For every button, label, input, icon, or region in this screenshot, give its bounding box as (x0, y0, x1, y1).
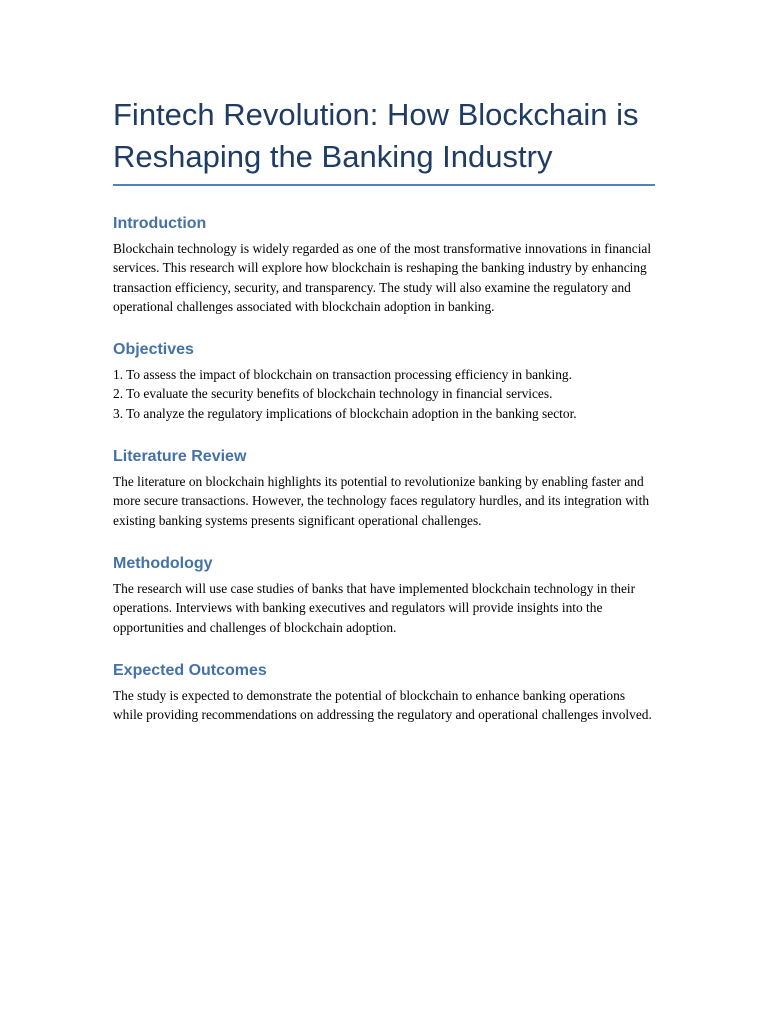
section-paragraph: The study is expected to demonstrate the potential of blockchain to enhance banking operations while providing recommendations on addressing the regulatory and operational challenges involved. (113, 687, 652, 723)
section-heading: Introduction (113, 215, 207, 232)
list-item: 3. To analyze the regulatory implications of blockchain adoption in the banking sector. (113, 405, 577, 421)
section-heading: Literature Review (113, 448, 247, 466)
list-item: 2. To evaluate the security benefits of blockchain technology in financial services. (113, 386, 553, 402)
section-paragraph: The literature on blockchain highlights its potential to revolutionize banking by enabling faster and more secure transactions. However, the technology faces regulatory hurdles, and its integration with existing banking systems presents significant operational challenges. (113, 474, 650, 528)
document-title: Fintech Revolution: How Blockchain is Reshaping the Banking Industry (113, 97, 639, 174)
title-divider (113, 184, 655, 186)
list-item: 1. To assess the impact of blockchain on transaction processing efficiency in banking. (113, 367, 572, 383)
section-paragraph: Blockchain technology is widely regarded as one of the most transformative innovations in financial services. This research will explore how blockchain is reshaping the banking industry by enhancing transaction efficiency, security, and transparency. The study will also examine the regulatory and operational challenges associated with blockchain adoption in banking. (113, 241, 652, 314)
objectives-list (113, 365, 655, 423)
section-heading: Expected Outcomes (113, 661, 267, 679)
section-literature-review (113, 446, 655, 530)
section-introduction (113, 213, 655, 316)
section-objectives (113, 339, 655, 423)
section-heading: Methodology (113, 554, 213, 572)
document-page (113, 94, 655, 747)
section-expected-outcomes (113, 660, 655, 725)
section-heading: Objectives (113, 341, 194, 359)
section-paragraph: The research will use case studies of banks that have implemented blockchain technology in their operations. Interviews with banking executives and regulators will provide insights into the opportunities and challenges of blockchain adoption. (113, 580, 636, 635)
section-methodology (113, 553, 655, 637)
